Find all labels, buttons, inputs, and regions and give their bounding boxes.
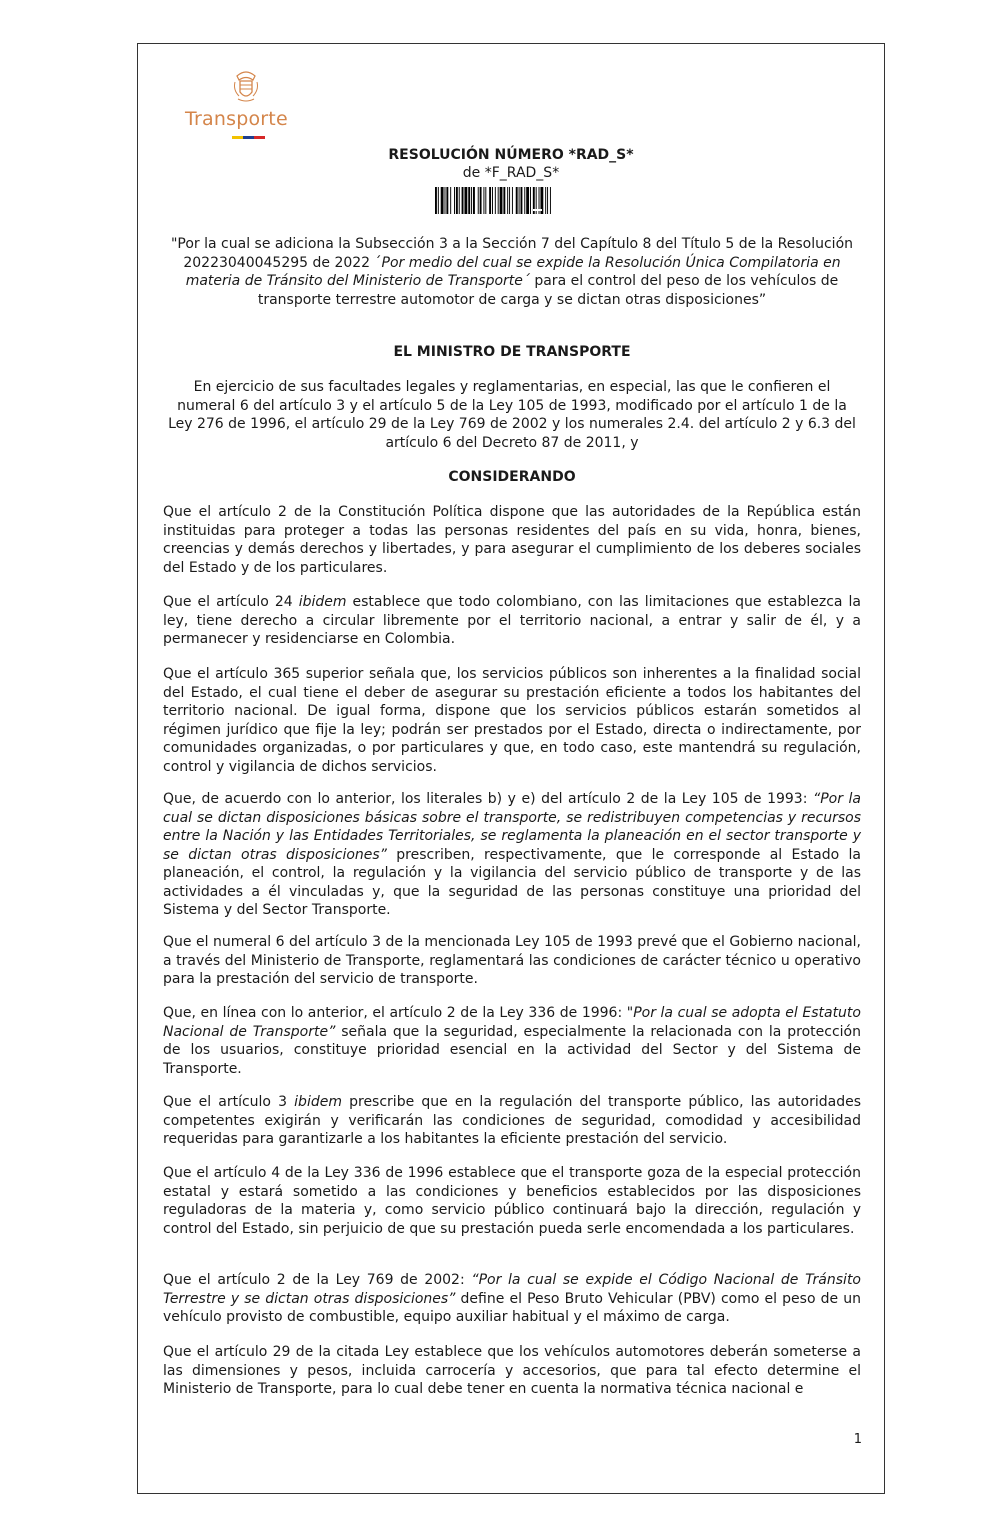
paragraph-6: Que, en línea con lo anterior, el artículo 2 de la Ley 336 de 1996: "Por la cual se adopta el Estatuto Nacional de Transporte” señala que la seguridad, especialmente la relacionada con la protección de los usuarios, constituye prioridad esencial en la actividad del Sector y del Sistema de Transporte. bbox=[163, 1005, 861, 1077]
resolution-number: RESOLUCIÓN NÚMERO *RAD_S* bbox=[388, 147, 634, 163]
page-number: 1 bbox=[853, 1432, 862, 1447]
transporte-logo bbox=[183, 66, 323, 146]
barcode-image bbox=[435, 187, 585, 214]
paragraph-10: Que el artículo 29 de la citada Ley establece que los vehículos automotores deberán someterse a las dimensiones y pesos, incluida carrocería y accesorios, que para tal efecto determine el Ministerio de Transporte, para lo cual debe tener en cuenta la normativa técnica nacional e bbox=[163, 1344, 861, 1397]
paragraph-5: Que el numeral 6 del artículo 3 de la mencionada Ley 105 de 1993 prevé que el Gobierno nacional, a través del Ministerio de Transporte, reglamentará las condiciones de carácter técnico u operativo para la prestación del servicio de transporte. bbox=[163, 934, 861, 987]
paragraph-3: Que el artículo 365 superior señala que, los servicios públicos son inherentes a la finalidad social del Estado, el cual tiene el deber de asegurar su prestación eficiente a todos los habitantes del territorio nacional. De igual forma, dispone que los servicios públicos estarán sometidos al régimen jurídico que fije la ley; podrán ser prestados por el Estado, directa o indirectamente, por comunidades organizadas, o por particulares y que, en todo caso, este mantendrá su regulación, control y vigilancia de dichos servicios. bbox=[163, 666, 861, 775]
paragraph-1: Que el artículo 2 de la Constitución Política dispone que las autoridades de la República están instituidas para proteger a todas las personas residentes del país en su vida, honra, bienes, creencias y demás derechos y libertades, y para asegurar el cumplimiento de los deberes sociales del Estado y de los particulares. bbox=[163, 504, 861, 576]
resolution-date: de *F_RAD_S* bbox=[462, 165, 560, 181]
resolution-subject: "Por la cual se adiciona la Subsección 3 a la Sección 7 del Capítulo 8 del Título 5 de la Resolución 20223040045295 de 2022 ´Por medio del cual se expide la Resolución Única Compilatoria en materia de Tránsito del Ministerio de Transporte´ para el control del peso de los vehículos de transporte terrestre automotor de carga y se dictan otras disposiciones” bbox=[170, 236, 854, 308]
document-page bbox=[137, 43, 885, 1494]
paragraph-7: Que el artículo 3 ibidem prescribe que en la regulación del transporte público, las autoridades competentes exigirán y verificarán las condiciones de seguridad, comodidad y accesibilidad requeridas para garantizarle a los habitantes la eficiente prestación del servicio. bbox=[163, 1094, 861, 1147]
paragraph-9: Que el artículo 2 de la Ley 769 de 2002: “Por la cual se expide el Código Nacional de Tránsito Terrestre y se dictan otras disposiciones” define el Peso Bruto Vehicular (PBV) como el peso de un vehículo provisto de combustible, equipo auxiliar habitual y el máximo de carga. bbox=[163, 1272, 861, 1325]
paragraph-4: Que, de acuerdo con lo anterior, los literales b) y e) del artículo 2 de la Ley 105 de 1993: “Por la cual se dictan disposiciones básicas sobre el transporte, se redistribuyen competencias y recursos entre la Nación y las Entidades Territoriales, se reglamenta la planeación en el sector transporte y se dictan otras disposiciones” prescriben, respectivamente, que le corresponde al Estado la planeación, el control, la regulación y la vigilancia del servicio público de transporte y de las actividades a él vinculadas y, que la seguridad de las personas constituye una prioridad del Sistema y del Sector Transporte. bbox=[163, 791, 862, 918]
authority-heading: EL MINISTRO DE TRANSPORTE bbox=[393, 344, 631, 360]
logo-text: Transporte bbox=[185, 108, 288, 130]
powers-paragraph: En ejercicio de sus facultades legales y reglamentarias, en especial, las que le confieren el numeral 6 del artículo 3 y el artículo 5 de la Ley 105 de 1993, modificado por el artículo 1 de la Ley 276 de 1996, el artículo 29 de la Ley 769 de 2002 y los numerales 2.4. del artículo 2 y 6.3 del artículo 6 del Decreto 87 de 2011, y bbox=[168, 379, 856, 451]
coat-of-arms-icon bbox=[231, 70, 261, 104]
colombia-flag-stripe bbox=[232, 136, 265, 139]
considerando-heading: CONSIDERANDO bbox=[448, 469, 576, 485]
paragraph-2: Que el artículo 24 ibidem establece que todo colombiano, con las limitaciones que establezca la ley, tiene derecho a circular libremente por el territorio nacional, a entrar y salir de él, y a permanecer y residenciarse en Colombia. bbox=[163, 594, 861, 647]
paragraph-8: Que el artículo 4 de la Ley 336 de 1996 establece que el transporte goza de la especial protección estatal y estará sometido a las condiciones y beneficios establecidos por las disposiciones reguladoras de la materia y, como servicio público continuará bajo la dirección, regulación y control del Estado, sin perjuicio de que su prestación pueda serle encomendada a los particulares. bbox=[163, 1165, 861, 1237]
